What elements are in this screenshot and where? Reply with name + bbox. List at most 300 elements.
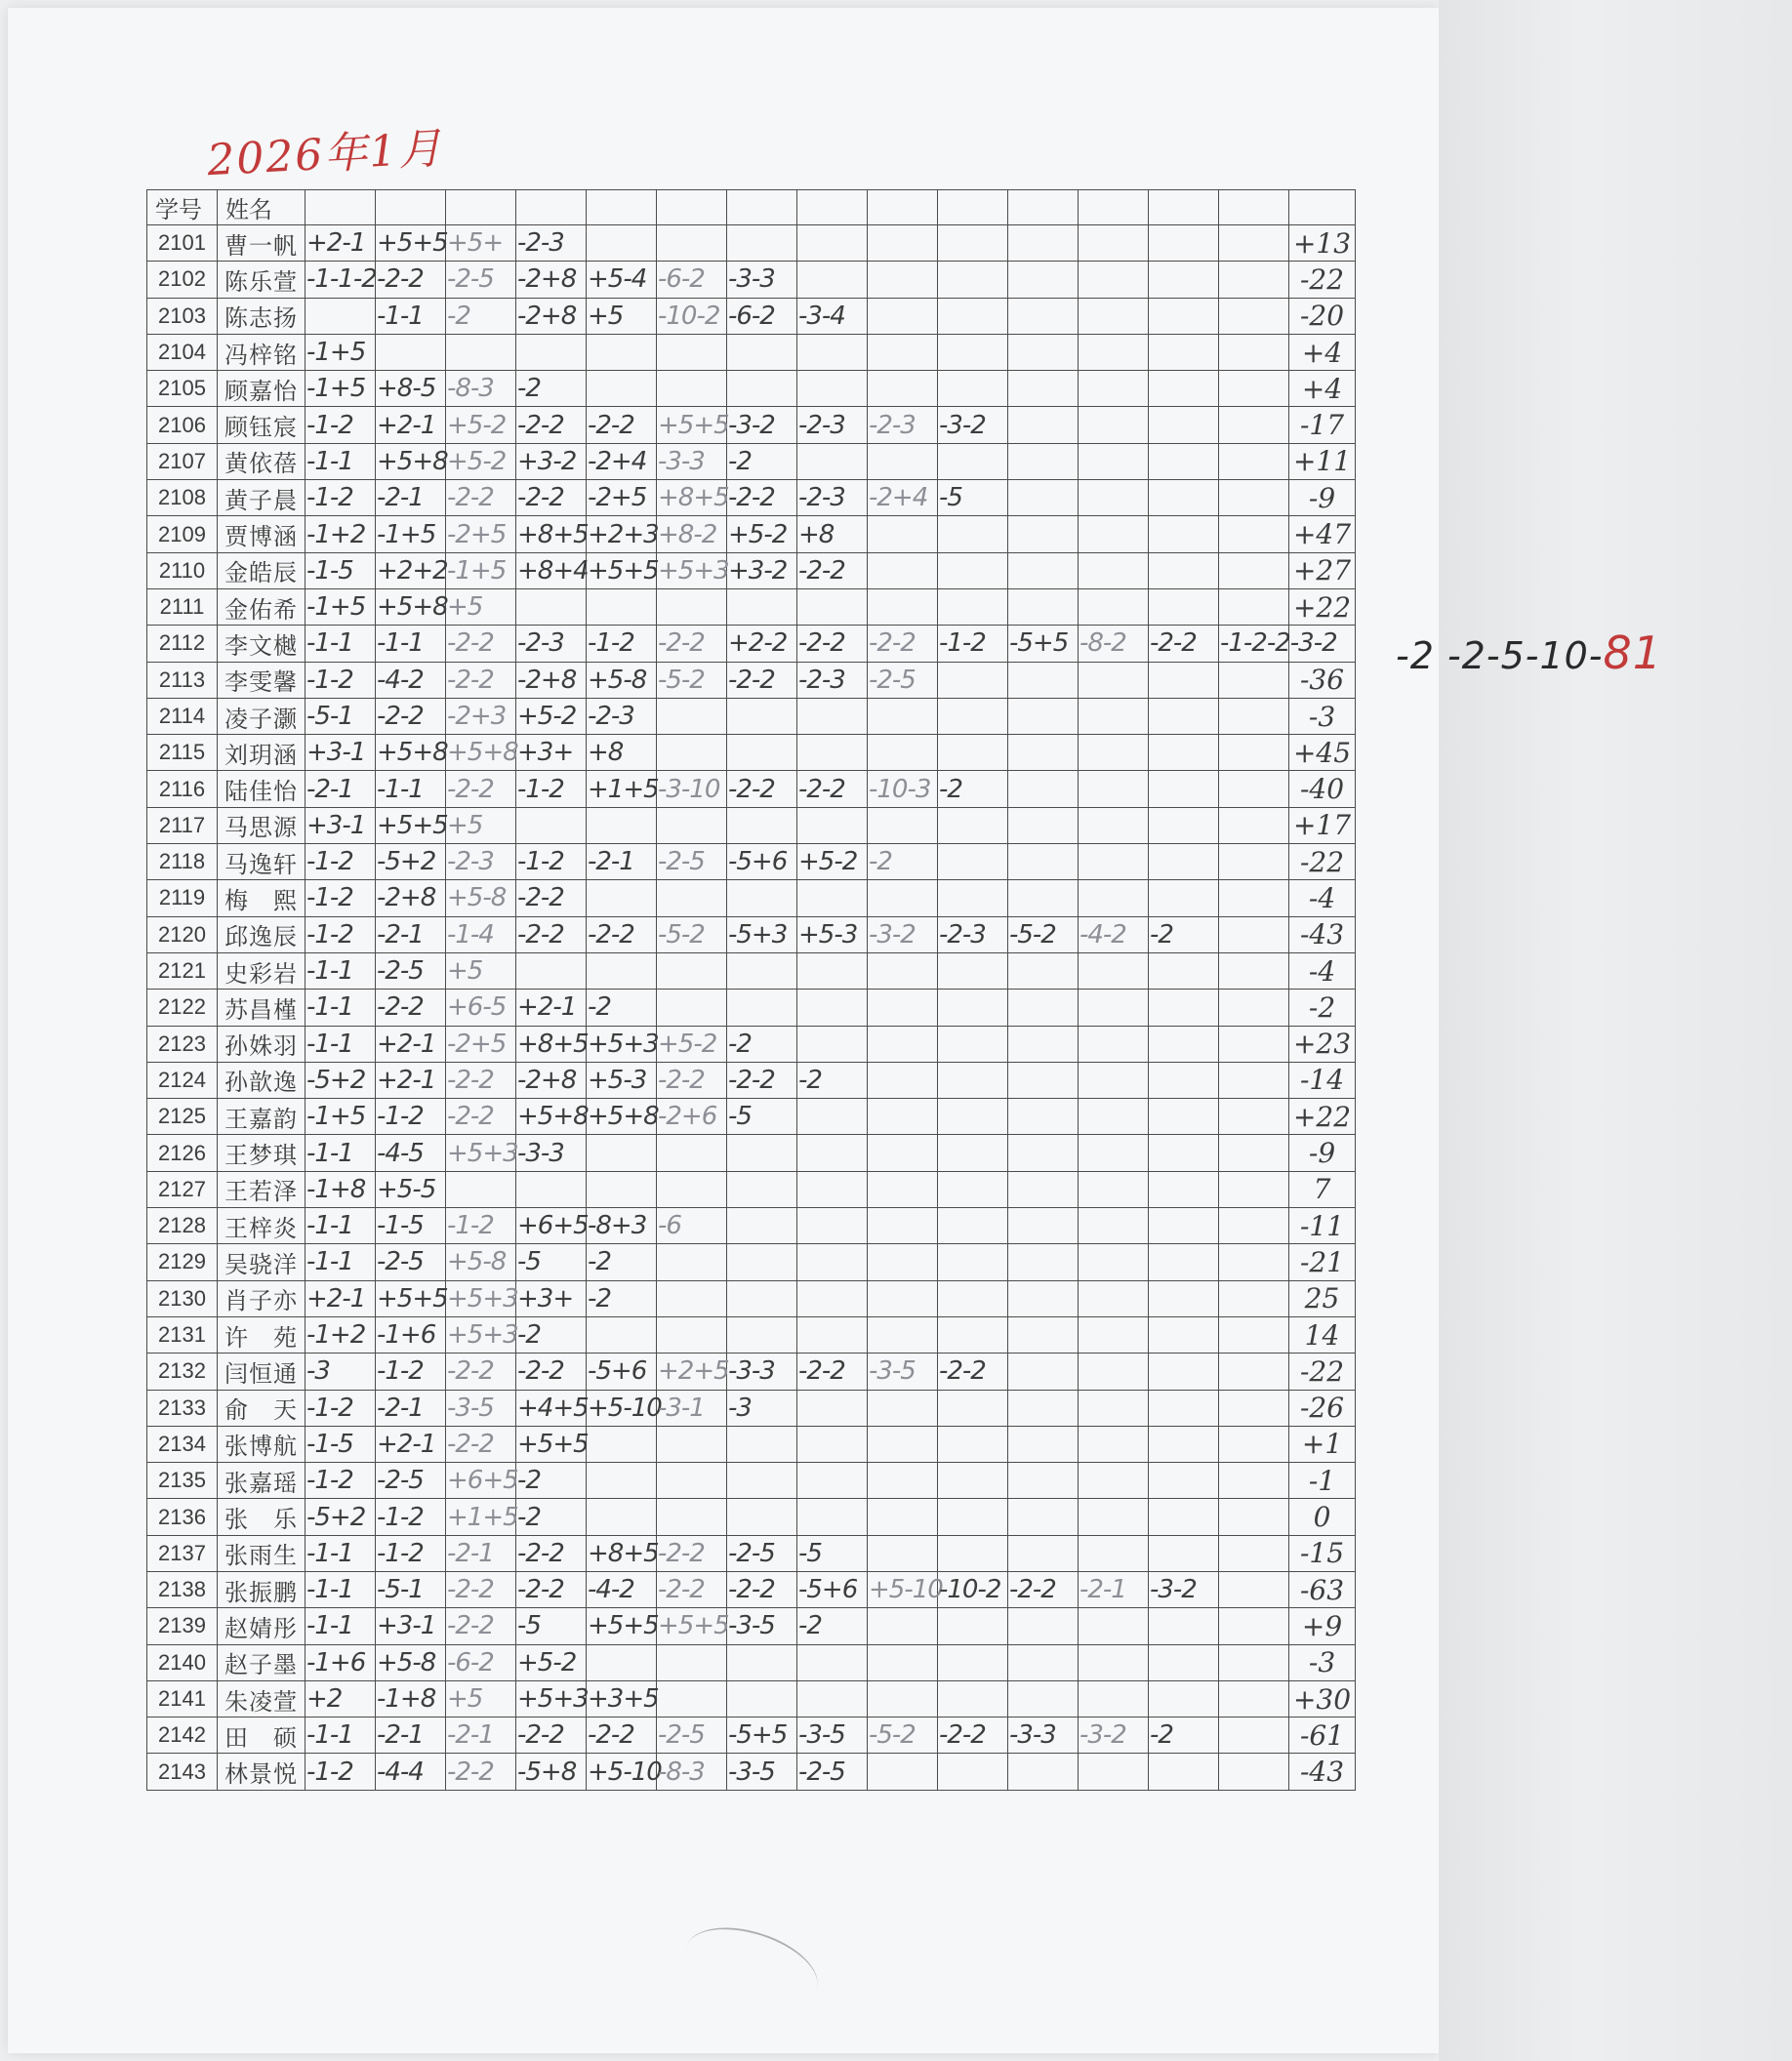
mark-cell: -3-4 xyxy=(797,298,868,334)
student-name-cell: 黄依蓓 xyxy=(218,443,305,479)
mark-cell: -2+5 xyxy=(587,480,657,516)
mark-cell xyxy=(938,1099,1008,1135)
mark-cell xyxy=(587,1499,657,1535)
mark-cell: -2-2 xyxy=(657,1535,727,1571)
mark-cell xyxy=(938,1608,1008,1644)
mark-cell xyxy=(657,225,727,262)
mark-cell: -1-2 xyxy=(305,880,376,916)
mark-cell xyxy=(1219,552,1289,588)
mark-cell xyxy=(1008,1463,1079,1499)
mark-cell: -2-2 xyxy=(657,1062,727,1098)
student-id-cell: 2129 xyxy=(147,1244,218,1280)
mark-cell: -5+5 xyxy=(1008,626,1079,662)
mark-cell: -3-3 xyxy=(727,262,797,298)
mark-cell: -1-5 xyxy=(305,1426,376,1462)
mark-cell xyxy=(1008,1026,1079,1062)
mark-cell: -2-2 xyxy=(727,771,797,807)
total-cell: -3 xyxy=(1289,1644,1356,1680)
mark-cell: -3-3 xyxy=(516,1135,587,1171)
mark-cell: -2-2 xyxy=(938,1354,1008,1390)
student-name-cell: 朱凌萱 xyxy=(218,1680,305,1717)
student-id-cell: 2139 xyxy=(147,1608,218,1644)
mark-cell xyxy=(727,1463,797,1499)
total-cell: +47 xyxy=(1289,516,1356,552)
mark-cell xyxy=(727,1499,797,1535)
mark-cell xyxy=(657,1280,727,1316)
student-id-cell: 2118 xyxy=(147,844,218,880)
mark-cell xyxy=(868,1608,938,1644)
mark-cell xyxy=(1079,1499,1149,1535)
student-name-cell: 冯梓铭 xyxy=(218,334,305,370)
table-row xyxy=(147,1535,1356,1571)
mark-cell: -1-1 xyxy=(305,1135,376,1171)
total-cell: -61 xyxy=(1289,1718,1356,1754)
mark-cell xyxy=(1149,735,1219,771)
table-row xyxy=(147,1280,1356,1316)
mark-cell xyxy=(1149,225,1219,262)
mark-cell: +5+8 xyxy=(376,588,446,625)
mark-cell xyxy=(938,880,1008,916)
mark-cell xyxy=(1008,844,1079,880)
mark-cell xyxy=(938,1754,1008,1790)
mark-cell xyxy=(727,1426,797,1462)
mark-cell xyxy=(938,1280,1008,1316)
mark-cell: -5+2 xyxy=(376,844,446,880)
total-cell: +22 xyxy=(1289,1099,1356,1135)
mark-cell xyxy=(657,1244,727,1280)
mark-cell: -2 xyxy=(938,771,1008,807)
mark-cell: +5-8 xyxy=(376,1644,446,1680)
mark-cell xyxy=(868,262,938,298)
student-name-cell: 许 苑 xyxy=(218,1316,305,1353)
mark-cell: +5+3 xyxy=(516,1680,587,1717)
mark-cell xyxy=(868,225,938,262)
mark-cell xyxy=(1219,1171,1289,1207)
mark-cell xyxy=(797,1499,868,1535)
mark-cell xyxy=(1008,443,1079,479)
mark-cell xyxy=(938,552,1008,588)
student-id-cell: 2124 xyxy=(147,1062,218,1098)
mark-cell: -2-2 xyxy=(938,1718,1008,1754)
mark-cell xyxy=(1079,844,1149,880)
student-name-cell: 俞 天 xyxy=(218,1390,305,1426)
mark-cell: -1-4 xyxy=(446,916,516,952)
student-name-cell: 肖子亦 xyxy=(218,1280,305,1316)
student-id-cell: 2133 xyxy=(147,1390,218,1426)
mark-cell: -2 xyxy=(797,1608,868,1644)
student-id-cell: 2107 xyxy=(147,443,218,479)
mark-cell: -2-1 xyxy=(376,1390,446,1426)
mark-cell xyxy=(938,588,1008,625)
mark-cell xyxy=(868,1280,938,1316)
mark-cell xyxy=(938,443,1008,479)
mark-cell: -8-3 xyxy=(657,1754,727,1790)
table-row xyxy=(147,916,1356,952)
total-cell: -2 xyxy=(1289,990,1356,1026)
mark-cell: +8+5 xyxy=(516,1026,587,1062)
mark-cell xyxy=(1219,588,1289,625)
mark-cell: +2-1 xyxy=(376,1426,446,1462)
student-name-cell: 陆佳怡 xyxy=(218,771,305,807)
mark-cell xyxy=(657,1426,727,1462)
mark-cell xyxy=(1008,1244,1079,1280)
student-id-cell: 2112 xyxy=(147,626,218,662)
mark-cell: -2-5 xyxy=(727,1535,797,1571)
mark-cell xyxy=(797,1680,868,1717)
mark-cell xyxy=(1219,1354,1289,1390)
mark-cell xyxy=(376,334,446,370)
mark-cell xyxy=(1008,225,1079,262)
mark-cell xyxy=(1219,480,1289,516)
mark-cell xyxy=(797,880,868,916)
mark-cell xyxy=(868,807,938,843)
mark-cell: -2-2 xyxy=(446,1426,516,1462)
mark-cell xyxy=(1008,480,1079,516)
mark-cell: -2 xyxy=(516,1463,587,1499)
mark-cell xyxy=(1219,1644,1289,1680)
mark-cell xyxy=(797,1208,868,1244)
score-table xyxy=(146,189,1356,1791)
student-id-cell: 2140 xyxy=(147,1644,218,1680)
mark-cell xyxy=(657,371,727,407)
mark-cell: -2-3 xyxy=(938,916,1008,952)
mark-cell: -2 xyxy=(868,844,938,880)
mark-cell xyxy=(657,1680,727,1717)
mark-cell: -3-3 xyxy=(727,1354,797,1390)
mark-cell xyxy=(1219,1280,1289,1316)
mark-cell xyxy=(657,588,727,625)
mark-cell: -8+3 xyxy=(587,1208,657,1244)
mark-cell: -1+6 xyxy=(376,1316,446,1353)
mark-cell xyxy=(1008,1171,1079,1207)
mark-cell xyxy=(1149,298,1219,334)
mark-cell xyxy=(1149,844,1219,880)
mark-cell: -1-1-2 xyxy=(305,262,376,298)
mark-cell: -1-1 xyxy=(305,1571,376,1607)
total-cell: +4 xyxy=(1289,371,1356,407)
total-cell: -22 xyxy=(1289,1354,1356,1390)
mark-cell: -1-1 xyxy=(305,1608,376,1644)
mark-cell: -2-2 xyxy=(516,480,587,516)
table-row xyxy=(147,735,1356,771)
mark-cell xyxy=(1008,552,1079,588)
mark-cell: -4-2 xyxy=(1079,916,1149,952)
mark-cell xyxy=(868,1535,938,1571)
mark-cell xyxy=(1219,735,1289,771)
mark-cell xyxy=(1219,880,1289,916)
mark-cell: -2-2 xyxy=(446,771,516,807)
mark-cell xyxy=(1149,1244,1219,1280)
mark-cell xyxy=(1079,1535,1149,1571)
mark-cell xyxy=(868,1208,938,1244)
mark-cell xyxy=(727,698,797,734)
mark-cell xyxy=(727,1171,797,1207)
mark-cell: -2 xyxy=(587,990,657,1026)
mark-cell: -1-1 xyxy=(305,626,376,662)
mark-cell: -2-5 xyxy=(376,952,446,989)
mark-cell: -2-2 xyxy=(797,552,868,588)
mark-cell: -1-2 xyxy=(376,1535,446,1571)
mark-cell: -2-2 xyxy=(446,626,516,662)
mark-cell: +6-5 xyxy=(446,990,516,1026)
mark-cell xyxy=(797,1390,868,1426)
mark-cell xyxy=(1149,1316,1219,1353)
mark-cell: -2-2 xyxy=(868,626,938,662)
mark-cell xyxy=(1008,1754,1079,1790)
mark-cell xyxy=(1149,662,1219,698)
mark-cell: -2+3 xyxy=(446,698,516,734)
mark-cell xyxy=(868,1390,938,1426)
mark-cell: -2-5 xyxy=(376,1244,446,1280)
mark-cell: -4-2 xyxy=(587,1571,657,1607)
mark-cell: -2-2 xyxy=(446,1354,516,1390)
mark-cell xyxy=(657,1644,727,1680)
student-name-cell: 张振鹏 xyxy=(218,1571,305,1607)
mark-cell xyxy=(1079,1680,1149,1717)
mark-cell: -3-3 xyxy=(1008,1718,1079,1754)
mark-cell xyxy=(1219,1535,1289,1571)
mark-cell: -3-10 xyxy=(657,771,727,807)
total-cell: +30 xyxy=(1289,1680,1356,1717)
mark-cell xyxy=(797,1644,868,1680)
mark-cell xyxy=(727,334,797,370)
mark-cell: +5+8 xyxy=(376,735,446,771)
mark-cell: -2 xyxy=(587,1244,657,1280)
mark-cell xyxy=(1219,516,1289,552)
mark-cell: +8+5 xyxy=(516,516,587,552)
table-row xyxy=(147,552,1356,588)
student-id-cell: 2111 xyxy=(147,588,218,625)
mark-cell xyxy=(1219,1426,1289,1462)
mark-cell xyxy=(1149,480,1219,516)
mark-cell xyxy=(1219,1062,1289,1098)
mark-cell: -2-2 xyxy=(516,880,587,916)
mark-cell: -2 xyxy=(1149,916,1219,952)
table-row xyxy=(147,516,1356,552)
student-id-cell: 2130 xyxy=(147,1280,218,1316)
mark-cell xyxy=(938,1062,1008,1098)
mark-cell xyxy=(1149,552,1219,588)
mark-cell xyxy=(1079,334,1149,370)
mark-cell xyxy=(938,1426,1008,1462)
mark-cell xyxy=(1149,1463,1219,1499)
mark-cell: +5+3 xyxy=(587,1026,657,1062)
mark-cell: -10-2 xyxy=(938,1571,1008,1607)
mark-cell xyxy=(868,552,938,588)
mark-cell xyxy=(1219,1390,1289,1426)
student-id-cell: 2134 xyxy=(147,1426,218,1462)
student-id-cell: 2132 xyxy=(147,1354,218,1390)
student-id-cell: 2121 xyxy=(147,952,218,989)
mark-cell xyxy=(1219,443,1289,479)
mark-cell xyxy=(1219,952,1289,989)
mark-cell xyxy=(1079,298,1149,334)
total-cell: -40 xyxy=(1289,771,1356,807)
total-cell: +9 xyxy=(1289,1608,1356,1644)
mark-cell xyxy=(1079,552,1149,588)
background-shadow xyxy=(1439,0,1792,2061)
mark-cell xyxy=(1219,1680,1289,1717)
mark-cell xyxy=(1008,1208,1079,1244)
mark-cell: -2-2 xyxy=(797,771,868,807)
student-name-cell: 赵子墨 xyxy=(218,1644,305,1680)
mark-cell xyxy=(1149,1608,1219,1644)
mark-cell: +5-2 xyxy=(446,407,516,443)
mark-cell xyxy=(1149,990,1219,1026)
mark-cell: -1-1 xyxy=(305,990,376,1026)
mark-cell: -1-5 xyxy=(376,1208,446,1244)
mark-cell: -6-2 xyxy=(446,1644,516,1680)
mark-cell: -2-2 xyxy=(1149,626,1219,662)
mark-cell xyxy=(1149,952,1219,989)
mark-cell xyxy=(868,1680,938,1717)
total-cell: -43 xyxy=(1289,1754,1356,1790)
mark-cell: -10-2 xyxy=(657,298,727,334)
mark-cell: +5-8 xyxy=(446,880,516,916)
mark-cell xyxy=(305,298,376,334)
student-name-cell: 顾嘉怡 xyxy=(218,371,305,407)
mark-cell: +2-1 xyxy=(305,1280,376,1316)
mark-cell: +3+5 xyxy=(587,1680,657,1717)
mark-cell: +5-5 xyxy=(376,1171,446,1207)
total-cell: +4 xyxy=(1289,334,1356,370)
mark-cell xyxy=(727,588,797,625)
mark-cell: +8 xyxy=(587,735,657,771)
mark-cell: +8+5 xyxy=(657,480,727,516)
mark-cell: -4-4 xyxy=(376,1754,446,1790)
mark-cell: -2-2 xyxy=(376,698,446,734)
mark-cell xyxy=(1219,1135,1289,1171)
mark-cell: +5 xyxy=(446,807,516,843)
mark-cell: -3-5 xyxy=(727,1608,797,1644)
mark-cell: -1+5 xyxy=(305,371,376,407)
student-id-cell: 2104 xyxy=(147,334,218,370)
mark-cell: -1+5 xyxy=(305,588,376,625)
mark-cell xyxy=(1079,1644,1149,1680)
student-id-cell: 2123 xyxy=(147,1026,218,1062)
mark-cell: +5-10 xyxy=(587,1390,657,1426)
mark-cell xyxy=(1149,1535,1219,1571)
mark-cell xyxy=(1079,262,1149,298)
mark-cell xyxy=(587,1135,657,1171)
total-cell: -22 xyxy=(1289,262,1356,298)
mark-cell xyxy=(1219,225,1289,262)
mark-cell xyxy=(1149,371,1219,407)
mark-cell xyxy=(1008,588,1079,625)
mark-cell: -2-2 xyxy=(797,626,868,662)
mark-cell xyxy=(797,1426,868,1462)
mark-cell: -2-3 xyxy=(587,698,657,734)
mark-cell: +5+8 xyxy=(446,735,516,771)
mark-cell: -1-2 xyxy=(376,1354,446,1390)
mark-cell: +2-1 xyxy=(376,407,446,443)
mark-cell xyxy=(1149,1062,1219,1098)
mark-cell xyxy=(587,952,657,989)
total-cell: -9 xyxy=(1289,1135,1356,1171)
table-row xyxy=(147,990,1356,1026)
mark-cell: +5-2 xyxy=(446,443,516,479)
mark-cell: -2-1 xyxy=(376,480,446,516)
mark-cell: -2-3 xyxy=(797,662,868,698)
mark-cell xyxy=(516,1171,587,1207)
table-row xyxy=(147,844,1356,880)
mark-cell: +5+8 xyxy=(587,1099,657,1135)
mark-cell: -1-2 xyxy=(305,1463,376,1499)
mark-cell xyxy=(797,371,868,407)
mark-cell xyxy=(1008,1644,1079,1680)
mark-cell: -2-2 xyxy=(587,407,657,443)
mark-cell xyxy=(1079,480,1149,516)
mark-cell: +5-2 xyxy=(797,844,868,880)
mark-cell: -6-2 xyxy=(727,298,797,334)
student-name-cell: 张嘉瑶 xyxy=(218,1463,305,1499)
mark-cell xyxy=(727,1135,797,1171)
mark-cell: -1-1 xyxy=(305,1718,376,1754)
mark-cell: -2-2 xyxy=(727,1571,797,1607)
total-cell: -43 xyxy=(1289,916,1356,952)
mark-cell: -2-2 xyxy=(446,1571,516,1607)
table-row xyxy=(147,480,1356,516)
mark-cell xyxy=(587,880,657,916)
mark-cell xyxy=(587,588,657,625)
mark-cell xyxy=(657,1171,727,1207)
mark-cell: -4-5 xyxy=(376,1135,446,1171)
mark-cell xyxy=(1219,916,1289,952)
mark-cell xyxy=(587,1316,657,1353)
mark-cell xyxy=(657,334,727,370)
student-id-cell: 2115 xyxy=(147,735,218,771)
mark-cell xyxy=(938,1390,1008,1426)
mark-cell xyxy=(1008,1390,1079,1426)
mark-cell: +5-2 xyxy=(657,1026,727,1062)
mark-cell: -2+5 xyxy=(446,1026,516,1062)
table-row xyxy=(147,1644,1356,1680)
mark-cell: +5+ xyxy=(446,225,516,262)
mark-cell: -2 xyxy=(516,1499,587,1535)
mark-cell: -2-1 xyxy=(305,771,376,807)
mark-cell xyxy=(868,735,938,771)
mark-cell xyxy=(727,225,797,262)
total-cell: -20 xyxy=(1289,298,1356,334)
mark-cell: -2-2 xyxy=(446,1099,516,1135)
mark-cell xyxy=(1149,1499,1219,1535)
mark-cell: +5+5 xyxy=(657,1608,727,1644)
mark-cell: +5+3 xyxy=(446,1135,516,1171)
mark-cell: +5-2 xyxy=(516,1644,587,1680)
mark-cell xyxy=(1149,1280,1219,1316)
table-row xyxy=(147,880,1356,916)
mark-cell xyxy=(797,443,868,479)
mark-cell xyxy=(1008,1135,1079,1171)
mark-cell: -2 xyxy=(516,1316,587,1353)
mark-cell: -2-2 xyxy=(587,916,657,952)
mark-cell xyxy=(1079,1390,1149,1426)
table-row xyxy=(147,298,1356,334)
mark-cell: -5-2 xyxy=(657,662,727,698)
mark-cell: +3-1 xyxy=(305,807,376,843)
mark-cell xyxy=(1149,1026,1219,1062)
sheet-title: 2026年1月 xyxy=(206,123,445,186)
table-row xyxy=(147,1062,1356,1098)
student-name-cell: 马逸轩 xyxy=(218,844,305,880)
mark-cell xyxy=(1008,1354,1079,1390)
table-row xyxy=(147,225,1356,262)
mark-cell: -1-2 xyxy=(305,1754,376,1790)
mark-cell xyxy=(1219,807,1289,843)
mark-cell xyxy=(1149,1099,1219,1135)
mark-cell xyxy=(938,807,1008,843)
mark-cell: -1-1 xyxy=(305,1208,376,1244)
